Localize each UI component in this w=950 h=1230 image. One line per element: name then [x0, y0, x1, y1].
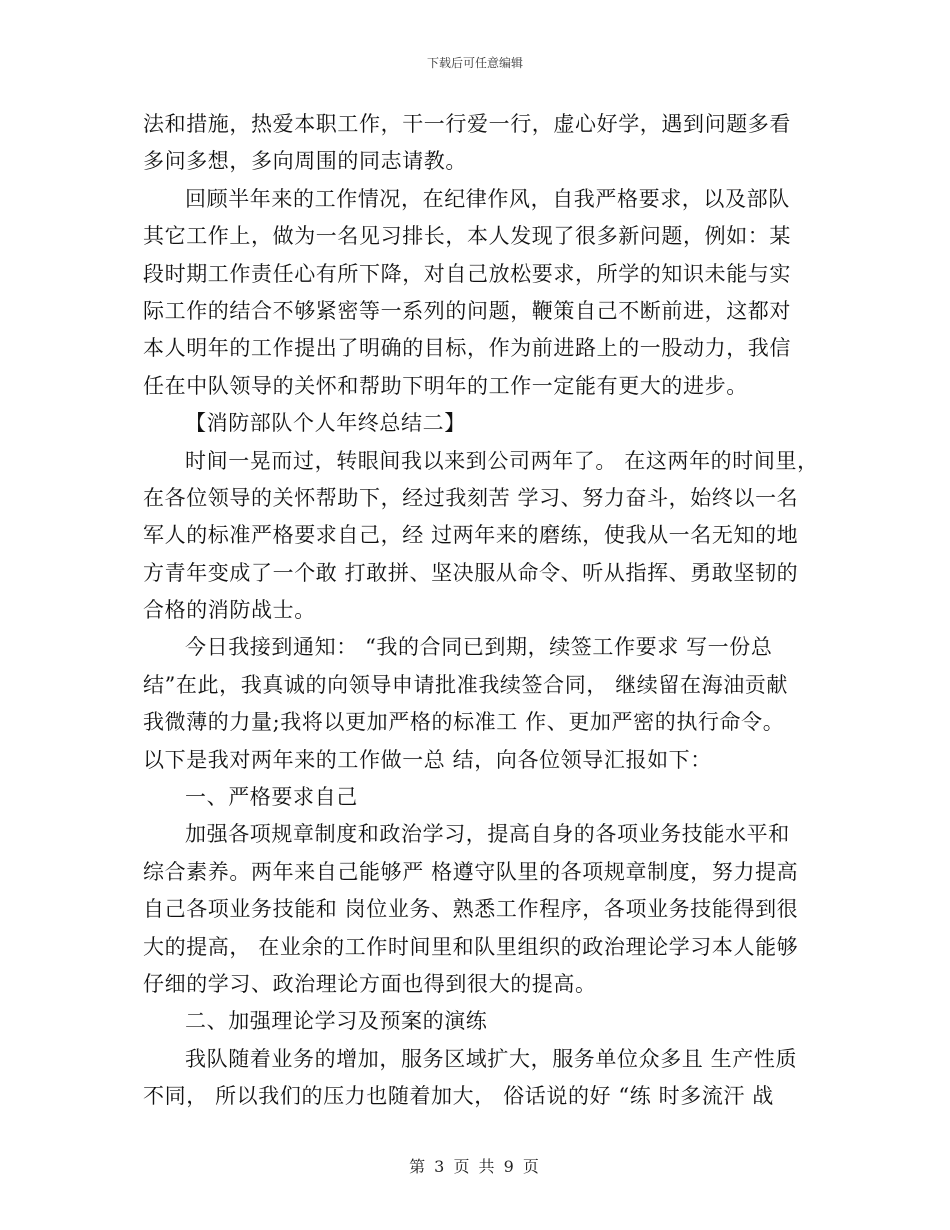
text-line: 综合素养。两年来自己能够严 格遵守队里的各项规章制度，努力提高 — [143, 859, 799, 884]
text-line: 法和措施，热爱本职工作，干一行爱一行，虚心好学，遇到问题多看 — [143, 112, 791, 136]
text-line: 军人的标准严格要求自己，经 过两年来的磨练，使我从一名无知的地 — [143, 523, 799, 548]
text-line: 加强各项规章制度和政治学习，提高自身的各项业务技能水平和 — [185, 822, 790, 847]
text-line: 以下是我对两年来的工作做一总 结，向各位领导汇报如下： — [143, 747, 712, 772]
section-heading: 【消防部队个人年终总结二】 — [185, 411, 466, 436]
section-heading: 一、严格要求自己 — [185, 785, 358, 810]
section-heading: 二、加强理论学习及预案的演练 — [185, 1009, 488, 1034]
text-line: 结”在此，我真诚的向领导申请批准我续签合同， 继续留在海油贡献 — [143, 672, 789, 697]
document-body — [143, 106, 823, 1116]
text-line: 方青年变成了一个敢 打敢拼、坚决服从命令、听从指挥、勇敢坚韧的 — [143, 560, 799, 585]
text-line: 在各位领导的关怀帮助下，经过我刻苦 学习、努力奋斗，始终以一名 — [143, 485, 799, 510]
text-line: 我队随着业务的增加，服务区域扩大，服务单位众多且 生产性质 — [185, 1046, 798, 1071]
text-line: 大的提高， 在业余的工作时间里和队里组织的政治理论学习本人能够 — [143, 934, 799, 959]
text-line: 多问多想，多向周围的同志请教。 — [143, 149, 467, 174]
text-line: 自己各项业务技能和 岗位业务、熟悉工作程序，各项业务技能得到很 — [143, 897, 799, 922]
page-header: 下载后可任意编辑 — [426, 56, 523, 70]
text-line: 我微薄的力量;我将以更加严格的标准工 作、更加严密的执行命令。 — [143, 710, 785, 735]
text-line: 时间一晃而过，转眼间我以来到公司两年了。 在这两年的时间里， — [185, 448, 819, 473]
text-line: 其它工作上，做为一名见习排长，本人发现了很多新问题，例如：某 — [143, 224, 791, 249]
text-line: 本人明年的工作提出了明确的目标，作为前进路上的一股动力，我信 — [143, 336, 791, 361]
text-line: 任在中队领导的关怀和帮助下明年的工作一定能有更大的进步。 — [143, 373, 748, 398]
page-footer: 第 3 页 共 9 页 — [409, 1157, 541, 1176]
text-line: 回顾半年来的工作情况，在纪律作风，自我严格要求，以及部队 — [185, 186, 790, 211]
text-line: 段时期工作责任心有所下降，对自己放松要求，所学的知识未能与实 — [143, 261, 791, 286]
text-line: 际工作的结合不够紧密等一系列的问题，鞭策自己不断前进，这都对 — [143, 298, 791, 323]
text-line: 不同， 所以我们的压力也随着加大， 俗话说的好 “练 时多流汗 战 — [143, 1084, 774, 1109]
text-line: 今日我接到通知： “我的合同已到期，续签工作要求 写一份总 — [185, 635, 773, 660]
text-line: 合格的消防战士。 — [143, 598, 316, 623]
text-line: 仔细的学习、政治理论方面也得到很大的提高。 — [143, 971, 597, 996]
